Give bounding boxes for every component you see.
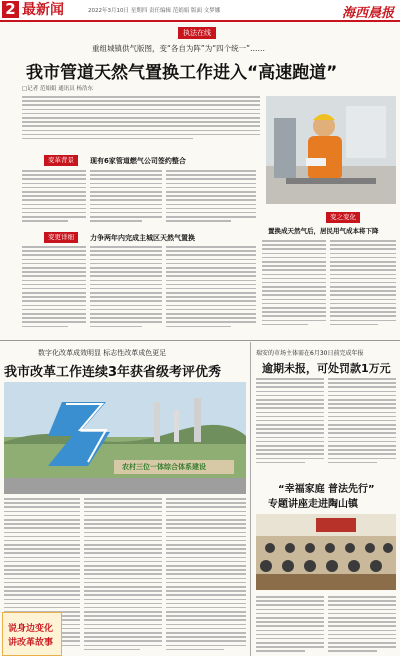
lead-intro-text: [22, 96, 260, 142]
right-top-col2: [328, 378, 396, 470]
mid-col3: [166, 498, 246, 656]
section-divider: [0, 340, 400, 341]
section2-tag: 变更详细: [44, 232, 78, 243]
section3-col2: [330, 240, 396, 334]
section2-title: 力争两年内完成主城区天然气置换: [90, 234, 195, 242]
section1-title: 现有6家管道燃气公司签约整合: [90, 157, 186, 165]
right-top-col1: [256, 378, 324, 470]
lead-headline: 我市管道天然气置换工作进入“高速跑道”: [26, 63, 338, 83]
section3-title: 置换成天然气后，居民用气成本将下降: [268, 227, 379, 235]
corner-promo: [2, 612, 62, 656]
photo-caption: 农村三位一体综合体系建设: [122, 463, 206, 471]
lead-photo: [266, 96, 396, 204]
section1-col2: [90, 170, 162, 226]
mid-headline: 我市改革工作连续3年获省级考评优秀: [4, 365, 222, 380]
paper-logo: 海西晨报: [341, 6, 394, 21]
right-bottom-headline-1: “幸福家庭 普法先行”: [278, 484, 375, 495]
classroom-illustration: [256, 514, 396, 590]
worker-photo-illustration: [266, 96, 396, 204]
page-number: 2: [2, 1, 19, 18]
landscape-sculpture-illustration: [4, 382, 246, 494]
promo-line1: 说身边变化: [8, 624, 54, 634]
section3-col1: [262, 240, 326, 334]
section-title: 最新闻: [22, 2, 64, 18]
mid-col2: [84, 498, 162, 656]
right-top-headline: 逾期未报，可处罚款1万元: [262, 362, 391, 375]
right-bottom-col2: [328, 596, 396, 656]
mid-kicker: 数字化改革成效明显 标志性改革成色更足: [38, 349, 167, 357]
section3-tag: 变之变化: [326, 212, 360, 223]
promo-line2: 讲改革故事: [8, 638, 54, 648]
lead-kicker: 重组城镇供气版图，变“各自为阵”为“四个统一”……: [92, 44, 266, 53]
issue-meta: 2022年3月10日 星期四 责任编辑 范娟娟 版面 文梦娜: [88, 8, 221, 14]
right-bottom-col1: [256, 596, 324, 656]
right-top-kicker: 瑞安的市场主体需在6月30日前完成年报: [256, 350, 364, 357]
column-divider: [250, 342, 251, 656]
section2-col2: [90, 246, 162, 334]
section1-col1: [22, 170, 86, 226]
section1-tag: 变革背景: [44, 155, 78, 166]
mid-photo: [4, 382, 246, 494]
section1-col3: [166, 170, 256, 226]
lead-badge: 执法在线: [178, 27, 216, 39]
lead-byline: □记者 范娟娟 通讯员 杨浩东: [22, 86, 93, 92]
right-bottom-photo: [256, 514, 396, 590]
section2-col1: [22, 246, 86, 334]
right-bottom-headline-2: 专题讲座走进陶山镇: [268, 499, 358, 510]
section2-col3: [166, 246, 256, 334]
